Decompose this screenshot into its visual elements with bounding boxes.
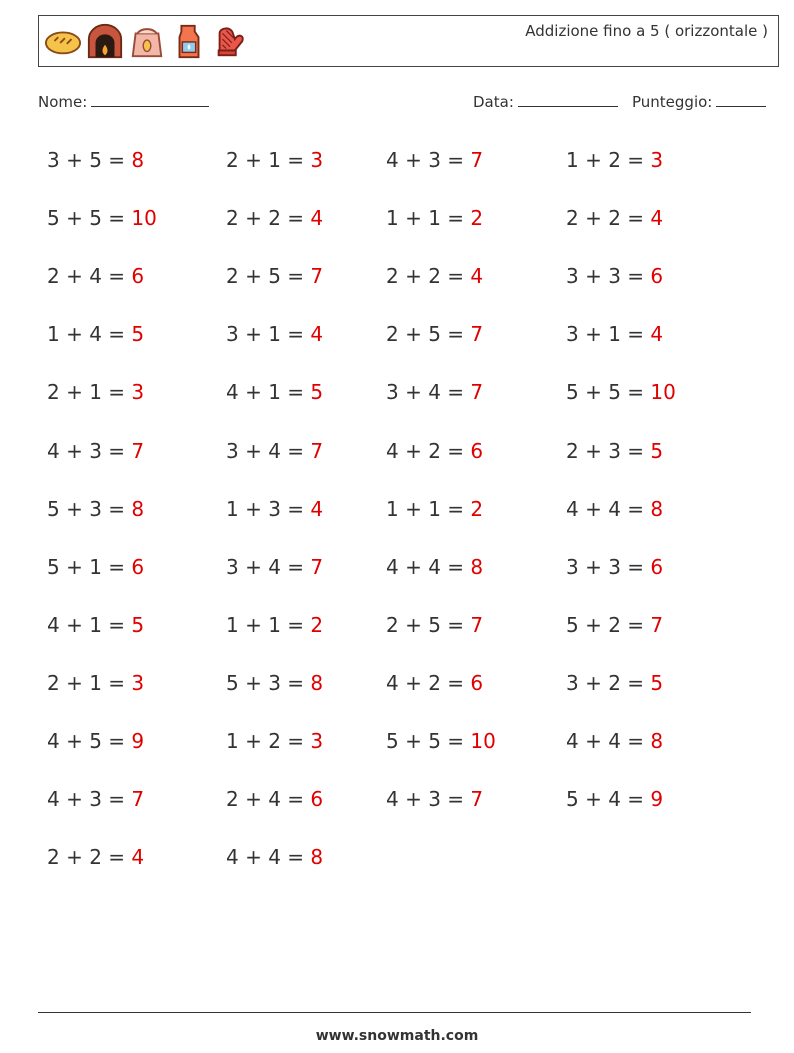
problem-answer: 6 [650, 554, 664, 579]
score-field [632, 93, 766, 111]
problem-item [47, 787, 144, 811]
problem-answer: 7 [310, 264, 324, 289]
problem-item [566, 439, 663, 463]
name-field [38, 93, 209, 111]
problem-item [566, 671, 663, 695]
problem-answer: 4 [310, 206, 324, 231]
problem-question: 4 + 2 = [386, 438, 465, 463]
problem-question: 4 + 4 = [566, 496, 645, 521]
problem-answer: 8 [470, 554, 484, 579]
oven-icon [86, 22, 124, 60]
score-blank [716, 105, 766, 107]
problem-item [47, 439, 144, 463]
footer-divider [38, 1012, 751, 1013]
problem-item [386, 322, 483, 346]
problem-question: 1 + 2 = [566, 148, 645, 172]
problem-answer: 6 [310, 787, 324, 812]
problem-question: 5 + 4 = [566, 787, 645, 812]
problem-item [386, 613, 483, 637]
problem-answer: 6 [470, 670, 484, 695]
problem-item [47, 264, 144, 288]
problem-item [226, 787, 323, 811]
problem-item [47, 322, 144, 346]
problem-item [47, 729, 144, 753]
problem-answer: 9 [131, 729, 145, 753]
problem-question: 2 + 1 = [226, 148, 305, 172]
problem-question: 3 + 4 = [226, 438, 305, 463]
problem-answer: 7 [470, 148, 484, 172]
problem-item [226, 729, 323, 753]
problem-answer: 7 [131, 787, 145, 812]
bread-icon [44, 22, 82, 60]
problem-question: 1 + 4 = [47, 322, 126, 347]
problem-answer: 8 [310, 845, 324, 870]
problem-item [566, 555, 663, 579]
problem-item [226, 497, 323, 521]
problem-item [386, 380, 483, 404]
problem-item [566, 729, 663, 753]
problem-question: 5 + 1 = [47, 554, 126, 579]
problem-question: 2 + 3 = [566, 438, 645, 463]
problem-item [47, 555, 144, 579]
problem-answer: 8 [310, 670, 324, 695]
problem-answer: 7 [470, 322, 484, 347]
problem-answer: 7 [310, 554, 324, 579]
problem-question: 2 + 5 = [226, 264, 305, 289]
icon-strip [44, 22, 250, 60]
problem-item [566, 322, 663, 346]
problem-question: 4 + 4 = [566, 729, 645, 753]
problem-answer: 5 [650, 670, 664, 695]
problem-item [386, 671, 483, 695]
problem-question: 2 + 1 = [47, 380, 126, 405]
problem-question: 3 + 3 = [566, 554, 645, 579]
problem-answer: 6 [650, 264, 664, 289]
problem-question: 1 + 1 = [226, 612, 305, 637]
date-blank [518, 105, 618, 107]
problem-answer: 3 [310, 148, 324, 172]
problem-item [386, 729, 496, 753]
problem-question: 5 + 3 = [226, 670, 305, 695]
problem-item [47, 148, 144, 172]
problem-answer: 4 [650, 322, 664, 347]
problem-question: 5 + 5 = [47, 206, 126, 231]
problem-item [226, 439, 323, 463]
problem-question: 3 + 1 = [226, 322, 305, 347]
problem-item [566, 380, 676, 404]
milk-carton-icon [170, 22, 208, 60]
problem-answer: 5 [310, 380, 324, 405]
problem-answer: 4 [650, 206, 664, 231]
problem-question: 1 + 1 = [386, 496, 465, 521]
problem-answer: 7 [470, 787, 484, 812]
problem-item [47, 206, 157, 230]
problem-question: 4 + 2 = [386, 670, 465, 695]
problem-question: 5 + 3 = [47, 496, 126, 521]
problem-answer: 10 [650, 380, 676, 405]
problem-question: 4 + 3 = [47, 787, 126, 812]
name-label: Nome: [38, 93, 88, 111]
problem-answer: 6 [131, 554, 145, 579]
problem-answer: 3 [310, 729, 324, 753]
problem-answer: 3 [131, 380, 145, 405]
problem-question: 5 + 5 = [566, 380, 645, 405]
problem-answer: 4 [470, 264, 484, 289]
problem-answer: 6 [470, 438, 484, 463]
problem-item [226, 845, 323, 869]
problem-answer: 5 [131, 322, 145, 347]
problem-item [386, 148, 483, 172]
flour-sack-icon [128, 22, 166, 60]
problem-item [47, 845, 144, 869]
problem-item [226, 613, 323, 637]
problem-answer: 8 [650, 729, 664, 753]
problem-item [226, 671, 323, 695]
problem-item [47, 497, 144, 521]
problem-question: 5 + 2 = [566, 612, 645, 637]
problem-answer: 10 [470, 729, 496, 753]
problem-item [226, 322, 323, 346]
problem-question: 4 + 5 = [47, 729, 126, 753]
date-field [473, 93, 618, 111]
problem-answer: 8 [131, 496, 145, 521]
problem-question: 4 + 3 = [47, 438, 126, 463]
problem-answer: 2 [310, 612, 324, 637]
problem-answer: 3 [131, 670, 145, 695]
problem-question: 3 + 3 = [566, 264, 645, 289]
problem-answer: 9 [650, 787, 664, 812]
problem-question: 4 + 4 = [226, 845, 305, 870]
problem-item [386, 264, 483, 288]
problem-item [386, 439, 483, 463]
problem-question: 1 + 2 = [226, 729, 305, 753]
problem-question: 4 + 1 = [47, 612, 126, 637]
problem-question: 3 + 2 = [566, 670, 645, 695]
problem-question: 2 + 2 = [386, 264, 465, 289]
problem-question: 5 + 5 = [386, 729, 465, 753]
problem-question: 2 + 5 = [386, 322, 465, 347]
problem-answer: 4 [131, 845, 145, 870]
problem-answer: 4 [310, 496, 324, 521]
problem-question: 3 + 4 = [226, 554, 305, 579]
problem-question: 2 + 2 = [226, 206, 305, 231]
problem-item [566, 148, 663, 172]
problem-answer: 8 [131, 148, 145, 172]
problem-question: 4 + 1 = [226, 380, 305, 405]
problem-question: 4 + 3 = [386, 787, 465, 812]
problem-answer: 7 [310, 438, 324, 463]
oven-mitt-icon [212, 22, 250, 60]
problem-answer: 2 [470, 496, 484, 521]
problem-question: 2 + 1 = [47, 670, 126, 695]
problem-item [47, 671, 144, 695]
problem-answer: 7 [470, 612, 484, 637]
score-label: Punteggio: [632, 93, 713, 111]
problem-item [386, 206, 483, 230]
problem-item [47, 380, 144, 404]
worksheet-title: Addizione fino a 5 ( orizzontale ) [525, 22, 768, 40]
problem-item [566, 206, 663, 230]
problem-answer: 7 [470, 380, 484, 405]
problem-question: 2 + 5 = [386, 612, 465, 637]
header-box [38, 15, 779, 67]
problem-question: 2 + 4 = [226, 787, 305, 812]
problem-item [386, 787, 483, 811]
problem-question: 1 + 1 = [386, 206, 465, 231]
problem-answer: 6 [131, 264, 145, 289]
problem-question: 4 + 4 = [386, 554, 465, 579]
problem-item [226, 206, 323, 230]
problem-item [226, 380, 323, 404]
problem-item [566, 787, 663, 811]
problem-answer: 10 [131, 206, 157, 231]
problem-answer: 7 [131, 438, 145, 463]
problem-question: 2 + 4 = [47, 264, 126, 289]
footer-site: www.snowmath.com [315, 1028, 479, 1044]
name-blank [91, 105, 209, 107]
problem-answer: 4 [310, 322, 324, 347]
problem-question: 3 + 5 = [47, 148, 126, 172]
problem-answer: 5 [650, 438, 664, 463]
problem-item [226, 148, 323, 172]
problem-question: 2 + 2 = [47, 845, 126, 870]
problem-question: 4 + 3 = [386, 148, 465, 172]
problem-item [386, 555, 483, 579]
problem-item [47, 613, 144, 637]
problem-question: 2 + 2 = [566, 206, 645, 231]
problem-question: 3 + 1 = [566, 322, 645, 347]
problem-question: 1 + 3 = [226, 496, 305, 521]
problem-item [226, 264, 323, 288]
problem-item [226, 555, 323, 579]
problem-answer: 7 [650, 612, 664, 637]
problem-item [566, 264, 663, 288]
problem-answer: 3 [650, 148, 664, 172]
problem-answer: 2 [470, 206, 484, 231]
problem-answer: 5 [131, 612, 145, 637]
date-label: Data: [473, 93, 514, 111]
problem-question: 3 + 4 = [386, 380, 465, 405]
problem-answer: 8 [650, 496, 664, 521]
problem-item [566, 613, 663, 637]
problem-item [566, 497, 663, 521]
problem-item [386, 497, 483, 521]
